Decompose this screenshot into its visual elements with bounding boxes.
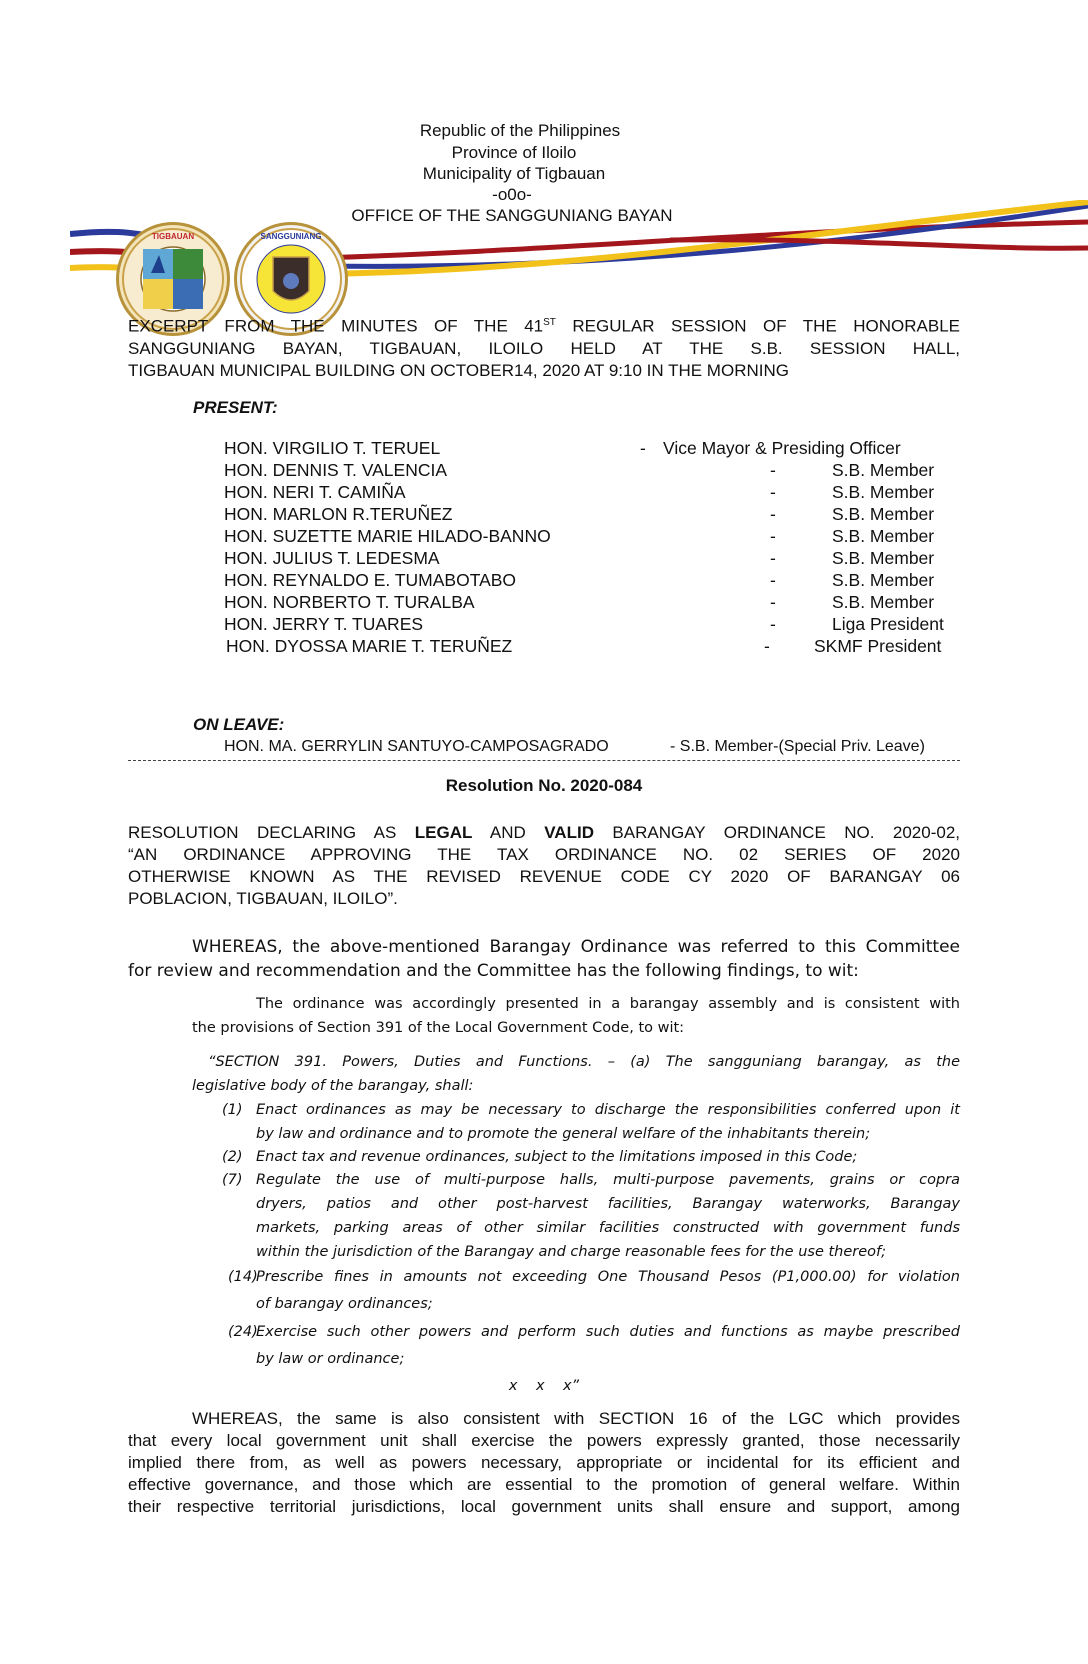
on-leave-row (0, 736, 1088, 758)
item-line: of barangay ordinances; (256, 1296, 433, 1312)
attendee-row (0, 459, 1088, 481)
attendee-role: S.B. Member (832, 482, 935, 502)
attendee-role: S.B. Member (832, 526, 935, 546)
attendee-dash: - (770, 482, 776, 502)
intro-text: REGULAR SESSION OF THE HONORABLE (555, 316, 960, 336)
valid-emphasis: VALID (544, 823, 594, 842)
resolution-title-line-3: OTHERWISE KNOWN AS THE REVISED REVENUE CODE CY 2020 OF BARANGAY 06 (128, 867, 960, 886)
header-office: OFFICE OF THE SANGGUNIANG BAYAN (351, 206, 673, 225)
whereas2-line-2: that every local government unit shall exercise the powers expressly granted, those necessarily (128, 1431, 960, 1450)
attendee-role: S.B. Member (832, 460, 935, 480)
whereas1-line-2: for review and recommendation and the Committee has the following findings, to wit: (128, 961, 859, 981)
intro-line-3: TIGBAUAN MUNICIPAL BUILDING ON OCTOBER14, 2020 AT 9:10 IN THE MORNING (128, 360, 789, 380)
intro-line-1 (128, 312, 960, 338)
attendee-row (0, 525, 1088, 547)
header-province: Province of Iloilo (451, 143, 577, 162)
attendee-role: S.B. Member (832, 504, 935, 524)
attendee-dash: - (770, 526, 776, 546)
item-line: within the jurisdiction of the Barangay and charge reasonable fees for the use thereof; (256, 1244, 887, 1260)
attendee-row (0, 547, 1088, 569)
item-number: (2) (222, 1149, 243, 1165)
svg-text:TIGBAUAN: TIGBAUAN (151, 232, 195, 241)
resolution-number: Resolution No. 2020-084 (445, 776, 643, 795)
attendee-role: S.B. Member (832, 548, 935, 568)
attendee-row (0, 569, 1088, 591)
item-line: dryers, patios and other post-harvest facilities, Barangay waterworks, Barangay (256, 1196, 960, 1212)
section-item (222, 1145, 960, 1169)
omission-marker: x x x” (508, 1378, 580, 1394)
whereas1-line-1: WHEREAS, the above-mentioned Barangay Ordinance was referred to this Committee (192, 937, 960, 957)
item-line: by law or ordinance; (256, 1351, 405, 1367)
on-leave-name: HON. MA. GERRYLIN SANTUYO-CAMPOSAGRADO (224, 738, 609, 755)
attendee-name: HON. JERRY T. TUARES (224, 614, 424, 634)
section391-line-1: “SECTION 391. Powers, Duties and Functions. – (a) The sangguniang barangay, as the (208, 1054, 960, 1070)
section-item (222, 1098, 960, 1146)
whereas2-line-5: their respective territorial jurisdictions, local government units shall ensure and support, among (128, 1497, 960, 1516)
attendee-name: HON. DENNIS T. VALENCIA (224, 460, 448, 480)
item-line: Regulate the use of multi-purpose halls, multi-purpose pavements, grains or copra (256, 1172, 960, 1188)
section-391-quote (192, 1050, 960, 1098)
resolution-title-line-1 (128, 822, 960, 844)
item-line: Enact ordinances as may be necessary to discharge the responsibilities conferred upon it (256, 1102, 960, 1118)
attendee-dash: - (770, 570, 776, 590)
attendee-row (0, 481, 1088, 503)
whereas2-line-4: effective governance, and those which are essential to the promotion of general welfare. Within (128, 1475, 960, 1494)
on-leave-role: - S.B. Member-(Special Priv. Leave) (670, 738, 925, 755)
attendee-role: Liga President (832, 614, 944, 634)
item-number: (14) (228, 1269, 258, 1285)
finding-line-1: The ordinance was accordingly presented in a barangay assembly and is consistent with (256, 996, 960, 1012)
header-municipality: Municipality of Tigbauan (422, 164, 606, 183)
item-line: by law and ordinance and to promote the general welfare of the inhabitants therein; (256, 1126, 871, 1142)
title-text: BARANGAY ORDINANCE NO. 2020-02, (593, 823, 960, 842)
attendee-role: S.B. Member (832, 592, 935, 612)
present-label: PRESENT: (193, 398, 278, 417)
attendee-row (0, 503, 1088, 525)
attendee-name: HON. SUZETTE MARIE HILADO-BANNO (224, 526, 551, 546)
attendee-row (0, 613, 1088, 635)
attendee-dash: - (770, 460, 776, 480)
header-separator: -o0o- (492, 185, 532, 204)
ordinal-suffix: ST (543, 317, 556, 328)
whereas2-line-1: WHEREAS, the same is also consistent with SECTION 16 of the LGC which provides (192, 1409, 960, 1428)
attendee-name: HON. NERI T. CAMIÑA (224, 482, 406, 502)
attendee-dash: - (770, 592, 776, 612)
section-item (228, 1264, 960, 1318)
attendee-dash: - (764, 636, 770, 656)
attendee-dash: - (640, 438, 646, 458)
section-item (222, 1168, 960, 1264)
finding-paragraph (192, 992, 960, 1040)
item-number: (24) (228, 1324, 258, 1340)
attendee-name: HON. DYOSSA MARIE T. TERUÑEZ (226, 636, 513, 656)
resolution-title-line-4: POBLACION, TIGBAUAN, ILOILO”. (128, 889, 398, 908)
title-text: RESOLUTION DECLARING AS (128, 823, 415, 842)
attendee-dash: - (770, 614, 776, 634)
whereas-section16-paragraph (128, 1408, 960, 1518)
item-number: (7) (222, 1172, 243, 1188)
item-line: Prescribe fines in amounts not exceeding One Thousand Pesos (P1,000.00) for violation (256, 1269, 960, 1285)
section-item (228, 1319, 960, 1373)
attendee-row (0, 591, 1088, 613)
finding-line-2: the provisions of Section 391 of the Local Government Code, to wit: (192, 1020, 685, 1036)
whereas-committee-paragraph (128, 935, 960, 983)
resolution-title-line-2: “AN ORDINANCE APPROVING THE TAX ORDINANCE NO. 02 SERIES OF 2020 (128, 845, 960, 864)
item-line: markets, parking areas of other similar facilities constructed with government funds (256, 1220, 960, 1236)
attendee-name: HON. NORBERTO T. TURALBA (224, 592, 475, 612)
legal-emphasis: LEGAL (414, 823, 473, 842)
section391-line-2: legislative body of the barangay, shall: (192, 1078, 474, 1094)
attendee-dash: - (770, 548, 776, 568)
attendee-name: HON. JULIUS T. LEDESMA (224, 548, 440, 568)
title-text: AND (472, 823, 545, 842)
item-number: (1) (222, 1102, 243, 1118)
attendee-name: HON. VIRGILIO T. TERUEL (224, 438, 441, 458)
attendee-row (0, 635, 1088, 657)
attendee-dash: - (770, 504, 776, 524)
item-line: Exercise such other powers and perform such duties and functions as maybe prescribed (256, 1324, 960, 1340)
minutes-excerpt-heading (128, 312, 960, 382)
attendee-name: HON. MARLON R.TERUÑEZ (224, 504, 453, 524)
header-republic: Republic of the Philippines (419, 121, 621, 140)
attendee-role: S.B. Member (832, 570, 935, 590)
item-line: Enact tax and revenue ordinances, subject to the limitations imposed in this Code; (256, 1149, 858, 1165)
attendee-row (0, 437, 1088, 459)
svg-text:SANGGUNIANG: SANGGUNIANG (260, 232, 322, 241)
whereas2-line-3: implied there from, as well as powers necessary, appropriate or incidental for its efficient and (128, 1453, 960, 1472)
attendee-role: Vice Mayor & Presiding Officer (663, 438, 901, 458)
attendee-role: SKMF President (814, 636, 942, 656)
section-divider (128, 760, 960, 761)
attendee-name: HON. REYNALDO E. TUMABOTABO (224, 570, 517, 590)
intro-text: EXCERPT FROM THE MINUTES OF THE 41 (128, 316, 544, 336)
intro-line-2: SANGGUNIANG BAYAN, TIGBAUAN, ILOILO HELD AT THE S.B. SESSION HALL, (128, 338, 960, 358)
resolution-title (128, 822, 960, 910)
on-leave-label: ON LEAVE: (193, 715, 285, 734)
